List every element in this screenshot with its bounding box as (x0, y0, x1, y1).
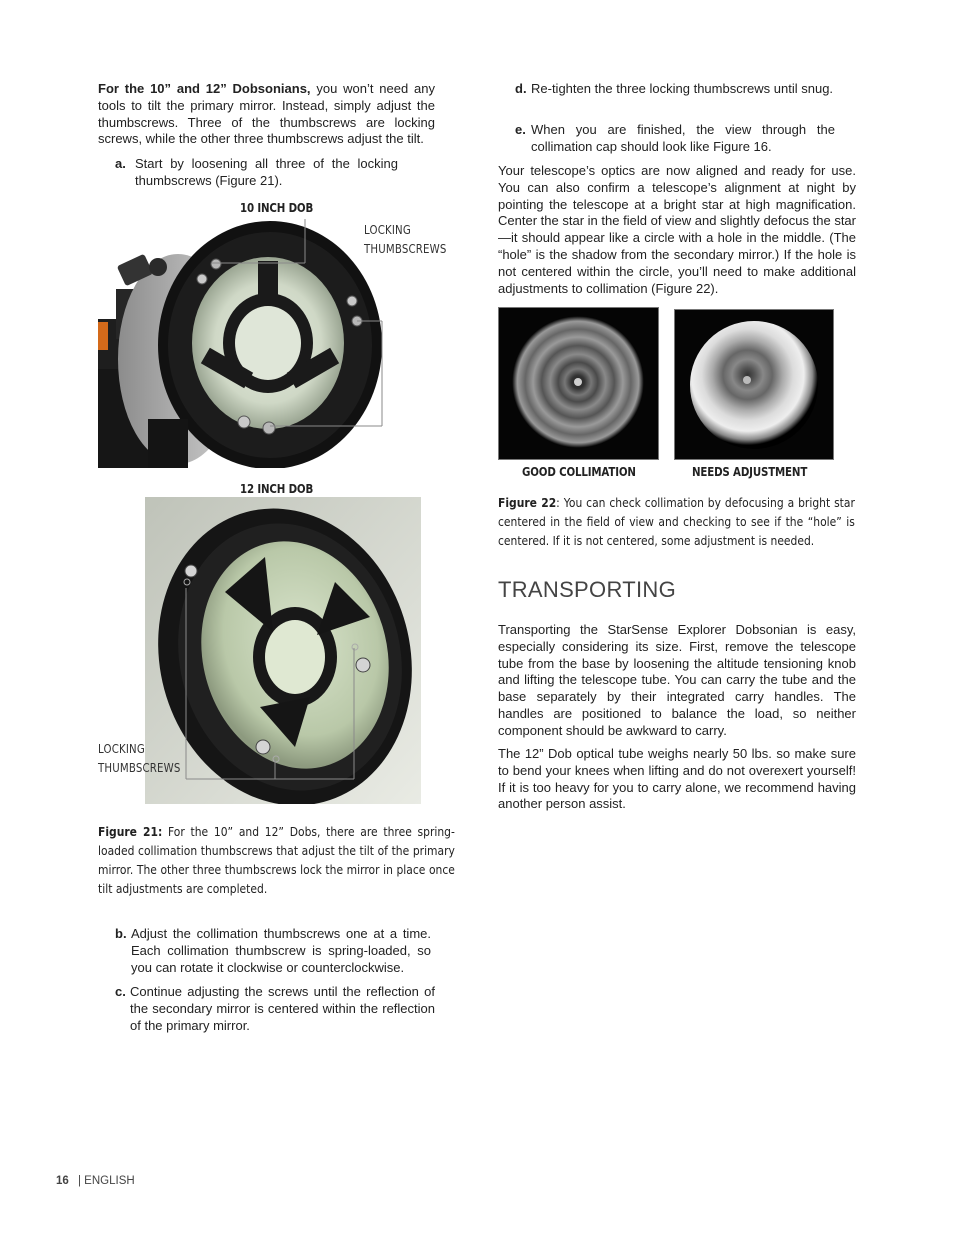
photo-12-inch-dob (145, 497, 421, 804)
step-b-text: Adjust the collimation thumbscrews one at a time. Each collimation thumbscrew is spring-loaded, so you can rotate it clockwise or counterclockwise. (131, 926, 431, 975)
figure-22-text: : You can check collimation by defocusing a bright star centered in the field of view and checking to see if the “hole” is centered. If it is not centered, some adjustment is needed. (498, 495, 855, 548)
fig12-callout (98, 740, 181, 778)
figure-22-caption (498, 493, 855, 550)
fig10-callout (364, 221, 447, 259)
fig12-callout-line2: THUMBSCREWS (98, 761, 181, 775)
figure-21-caption (98, 822, 455, 898)
step-a-label: a. (115, 156, 126, 171)
step-d-label: d. (515, 81, 527, 96)
fig10-callout-line2: THUMBSCREWS (364, 242, 447, 256)
needs-adjustment-image (674, 309, 834, 460)
step-d-text: Re-tighten the three locking thumbscrews until snug. (531, 81, 834, 96)
good-collimation-image (498, 307, 659, 460)
figure-21-label: Figure 21: (98, 824, 163, 839)
page-footer (56, 1175, 135, 1187)
fig10-title: 10 INCH DOB (240, 200, 314, 215)
step-b (115, 926, 431, 976)
intro-rest: you won’t need any tools to tilt the primary mirror. Instead, simply adjust the thumbscrews. Three of the thumbscrews are locking screws, while the other three thumbscrews adjust the tilt. (98, 81, 435, 147)
intro-paragraph (98, 81, 435, 148)
step-e-label: e. (515, 122, 526, 137)
intro-bold: For the 10” and 12” Dobsonians, (98, 81, 311, 96)
step-c-text: Continue adjusting the screws until the reflection of the secondary mirror is centered within the reflection of the primary mirror. (130, 984, 435, 1033)
weight-paragraph: The 12” Dob optical tube weighs nearly 50 lbs. so make sure to bend your knees when lifting and do not overexert yourself! If it is too heavy for you to carry alone, we recommend having another person assist. (498, 746, 856, 812)
step-c (115, 984, 435, 1034)
step-a-text: Start by loosening all three of the locking thumbscrews (Figure 21). (135, 156, 398, 188)
footer-language: | ENGLISH (78, 1175, 135, 1187)
step-c-label: c. (115, 984, 126, 999)
step-b-label: b. (115, 926, 127, 941)
needs-adjustment-label: NEEDS ADJUSTMENT (692, 464, 808, 479)
fig10-callout-line1: LOCKING (364, 223, 411, 237)
fig12-title: 12 INCH DOB (240, 481, 314, 496)
step-e-text: When you are finished, the view through the collimation cap should look like Figure 16. (531, 122, 835, 154)
alignment-paragraph: Your telescope’s optics are now aligned and ready for use. You can also confirm a telescope’s alignment at night by pointing the telescope at a bright star at high magnification. Center the star in the field of view and slightly defocus the star—it should appear like a circle with a hole in the middle. (The “hole” is the shadow from the secondary mirror.) If the hole is not centered within the circle, you’ll need to make additional adjustments to collimation (Figure 22). (498, 163, 856, 296)
page-number: 16 (56, 1175, 69, 1187)
step-e (515, 122, 835, 156)
step-d (515, 81, 835, 98)
good-collimation-rings (499, 308, 658, 459)
figure-22-label: Figure 22 (498, 495, 557, 510)
figure-21-text: For the 10” and 12” Dobs, there are three spring-loaded collimation thumbscrews that adjust the tilt of the primary mirror. The other three thumbscrews lock the mirror in place once tilt adjustments are completed. (98, 824, 455, 896)
fig12-callout-line1: LOCKING (98, 742, 145, 756)
transporting-paragraph: Transporting the StarSense Explorer Dobsonian is easy, especially considering its size. First, remove the telescope tube from the base by loosening the altitude tensioning knob and lifting the telescope tube. You can carry the tube and the base separately by their integrated carry handles. The handles are positioned to balance the load, so neither component should be awkward to carry. (498, 622, 856, 738)
step-a (115, 156, 398, 190)
transporting-heading: TRANSPORTING (498, 577, 676, 602)
needs-adjustment-rings (675, 310, 833, 459)
good-collimation-label: GOOD COLLIMATION (522, 464, 636, 479)
dob12-illustration (145, 497, 421, 804)
